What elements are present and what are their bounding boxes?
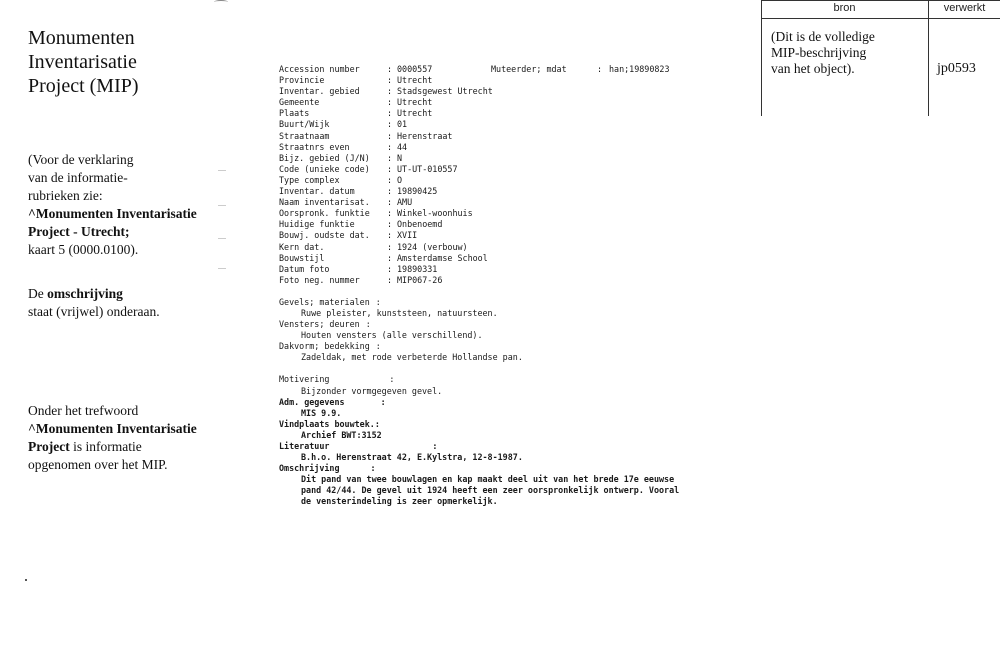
title-line: Inventarisatie <box>28 51 137 73</box>
section-title: Dakvorm; bedekking <box>279 341 370 352</box>
field-sep: : <box>387 64 393 74</box>
field-value: N <box>397 152 403 163</box>
record-row <box>279 64 749 75</box>
field-value: Herenstraat <box>397 130 453 141</box>
table-border <box>761 18 1000 19</box>
field-value: Utrecht <box>397 108 433 119</box>
field-value: MIP067-26 <box>397 274 443 285</box>
section-body: Bijzonder vormgegeven gevel. <box>301 385 443 396</box>
field-key: Bijz. gebied (J/N) <box>279 152 370 163</box>
field-key: Gemeente <box>279 97 320 108</box>
section-head <box>279 319 749 330</box>
explain-line: rubrieken zie: <box>28 188 103 203</box>
field-sep: : <box>387 174 393 185</box>
field-value: XVII <box>397 230 418 241</box>
source-table <box>761 0 1000 116</box>
section-head <box>279 297 749 308</box>
section-body: Ruwe pleister, kunststeen, natuursteen. <box>301 307 498 318</box>
scan-mark <box>214 0 228 4</box>
field-sep: : <box>375 296 381 307</box>
field-sep: : <box>380 396 386 407</box>
field-key: Type complex <box>279 174 340 185</box>
field-key: Provincie <box>279 75 325 86</box>
record-row <box>279 264 749 275</box>
section-body: MIS 9.9. <box>301 407 342 418</box>
field-sep: : <box>432 441 438 451</box>
section-head <box>279 463 749 474</box>
section-head <box>279 397 749 408</box>
field-sep: : <box>387 263 393 274</box>
desc-pre: De <box>28 286 48 301</box>
section-title: Literatuur <box>279 441 330 451</box>
field-sep: : <box>387 197 393 208</box>
field-value: Amsterdamse School <box>397 252 488 263</box>
field-value: Utrecht <box>397 75 433 86</box>
field-sep: : <box>387 86 393 97</box>
field-sep: : <box>387 141 393 152</box>
description-line: de vensterindeling is zeer opmerkelijk. <box>301 496 498 507</box>
field-key: Bouwstijl <box>279 252 325 263</box>
field-sep: : <box>375 341 381 352</box>
record-row <box>279 142 749 153</box>
field-sep: : <box>387 186 393 197</box>
field-sep: : <box>387 163 393 174</box>
scan-dot <box>25 579 27 581</box>
field-key: Buurt/Wijk <box>279 119 330 130</box>
field-value: 0000557 <box>397 64 433 74</box>
section-body: B.h.o. Herenstraat 42, E.Kylstra, 12-8-1987. <box>301 452 523 463</box>
field-key: Kern dat. <box>279 241 325 252</box>
explain-line: van de informatie- <box>28 170 128 185</box>
field-sep: : <box>387 241 393 252</box>
section-body: Houten vensters (alle verschillend). <box>301 330 483 341</box>
field-key: Straatnrs even <box>279 141 350 152</box>
field-key: Datum foto <box>279 263 330 274</box>
field-value: 19890425 <box>397 186 438 197</box>
kw-bold: Project <box>28 439 70 454</box>
field-sep: : <box>389 374 395 385</box>
section-head <box>279 441 749 452</box>
description-line: Dit pand van twee bouwlagen en kap maakt deel uit van het brede 17e eeuwse <box>301 474 675 485</box>
record-row <box>279 119 749 130</box>
record-row <box>279 164 749 175</box>
explain-line: (Voor de verklaring <box>28 152 134 167</box>
kw-tail: is informatie <box>69 439 142 454</box>
record-row <box>279 108 749 119</box>
table-border <box>761 0 762 116</box>
description-line: pand 42/44. De gevel uit 1924 heeft een zeer oorspronkelijk ontwerp. Vooral <box>301 485 680 496</box>
source-description <box>771 29 875 77</box>
section-title: Omschrijving <box>279 463 340 474</box>
record-row <box>279 75 749 86</box>
field-key: Straatnaam <box>279 130 330 141</box>
field-key: Oorspronk. funktie <box>279 208 370 219</box>
record-row <box>279 153 749 164</box>
field-key: Naam inventarisat. <box>279 197 370 208</box>
title-line: Project (MIP) <box>28 75 139 97</box>
kw-line: Onder het trefwoord <box>28 403 139 418</box>
record-row <box>279 253 749 264</box>
field-value: AMU <box>397 197 413 208</box>
kw-line: opgenomen over het MIP. <box>28 457 168 472</box>
field-value: 1924 (verbouw) <box>397 241 468 252</box>
field-sep: : <box>365 319 371 330</box>
mutator-key: Muteerder; mdat <box>491 64 567 74</box>
source-line: (Dit is de volledige <box>771 29 875 44</box>
explanation-note <box>28 151 224 259</box>
record-row <box>279 131 749 142</box>
field-key: Code (unieke code) <box>279 163 370 174</box>
description-note <box>28 285 160 321</box>
record-row <box>279 97 749 108</box>
field-value: 19890331 <box>397 263 438 274</box>
record-row <box>279 197 749 208</box>
field-value: Utrecht <box>397 97 433 108</box>
explain-tail: kaart 5 (0000.0100). <box>28 242 139 257</box>
field-sep: : <box>374 418 380 429</box>
explain-ref-bold: Project - Utrecht; <box>28 224 130 239</box>
keyword-note <box>28 402 197 474</box>
section-title: Adm. gegevens <box>279 396 345 407</box>
field-sep: : <box>387 252 393 263</box>
table-border <box>761 0 1000 1</box>
field-sep: : <box>387 108 393 119</box>
section-head <box>279 374 749 385</box>
field-value: Winkel-woonhuis <box>397 208 473 219</box>
field-key: Foto neg. nummer <box>279 274 360 285</box>
mip-title <box>28 26 139 98</box>
record-row <box>279 230 749 241</box>
record-row <box>279 242 749 253</box>
field-sep: : <box>387 152 393 163</box>
field-key: Inventar. datum <box>279 186 355 197</box>
record-row <box>279 275 749 286</box>
section-body: Archief BWT:3152 <box>301 429 382 440</box>
section-body: Zadeldak, met rode verbeterde Hollandse pan. <box>301 352 523 363</box>
record-row <box>279 86 749 97</box>
field-key: Bouwj. oudste dat. <box>279 230 370 241</box>
explain-ref-bold: ^Monumenten Inventarisatie <box>28 206 197 221</box>
field-value: Onbenoemd <box>397 219 443 230</box>
mutator-value: han;19890823 <box>609 64 670 74</box>
desc-line: staat (vrijwel) onderaan. <box>28 304 160 319</box>
record-row <box>279 186 749 197</box>
table-border <box>928 0 929 116</box>
field-sep: : <box>387 75 393 86</box>
section-title: Motivering <box>279 374 330 385</box>
field-value: O <box>397 174 403 185</box>
field-value: UT-UT-010557 <box>397 163 458 174</box>
kw-bold: ^Monumenten Inventarisatie <box>28 421 197 436</box>
field-sep: : <box>597 64 603 74</box>
record-row <box>279 175 749 186</box>
section-title: Gevels; materialen <box>279 296 370 307</box>
header-bron: bron <box>833 2 856 14</box>
field-sep: : <box>387 208 393 219</box>
mip-record <box>279 64 749 508</box>
field-key: Accession number <box>279 64 360 74</box>
field-sep: : <box>387 130 393 141</box>
source-line: van het object). <box>771 61 855 76</box>
field-value: 01 <box>397 119 408 130</box>
field-sep: : <box>387 119 393 130</box>
title-line: Monumenten <box>28 27 135 49</box>
section-head <box>279 341 749 352</box>
field-sep: : <box>387 97 393 108</box>
processed-code: jp0593 <box>937 61 976 76</box>
field-sep: : <box>387 230 393 241</box>
scan-tick <box>218 268 226 269</box>
field-sep: : <box>387 219 393 230</box>
header-verwerkt: verwerkt <box>943 2 986 14</box>
section-title: Vensters; deuren <box>279 319 360 330</box>
source-line: MIP-beschrijving <box>771 45 867 60</box>
field-sep: : <box>370 463 376 474</box>
field-value: Stadsgewest Utrecht <box>397 86 493 97</box>
field-key: Inventar. gebied <box>279 86 360 97</box>
section-title: Vindplaats bouwtek. <box>279 418 375 429</box>
field-key: Huidige funktie <box>279 219 355 230</box>
record-row <box>279 219 749 230</box>
field-key: Plaats <box>279 108 310 119</box>
field-sep: : <box>387 274 393 285</box>
field-value: 44 <box>397 141 408 152</box>
section-head <box>279 419 749 430</box>
record-row <box>279 208 749 219</box>
desc-bold: omschrijving <box>47 286 123 301</box>
